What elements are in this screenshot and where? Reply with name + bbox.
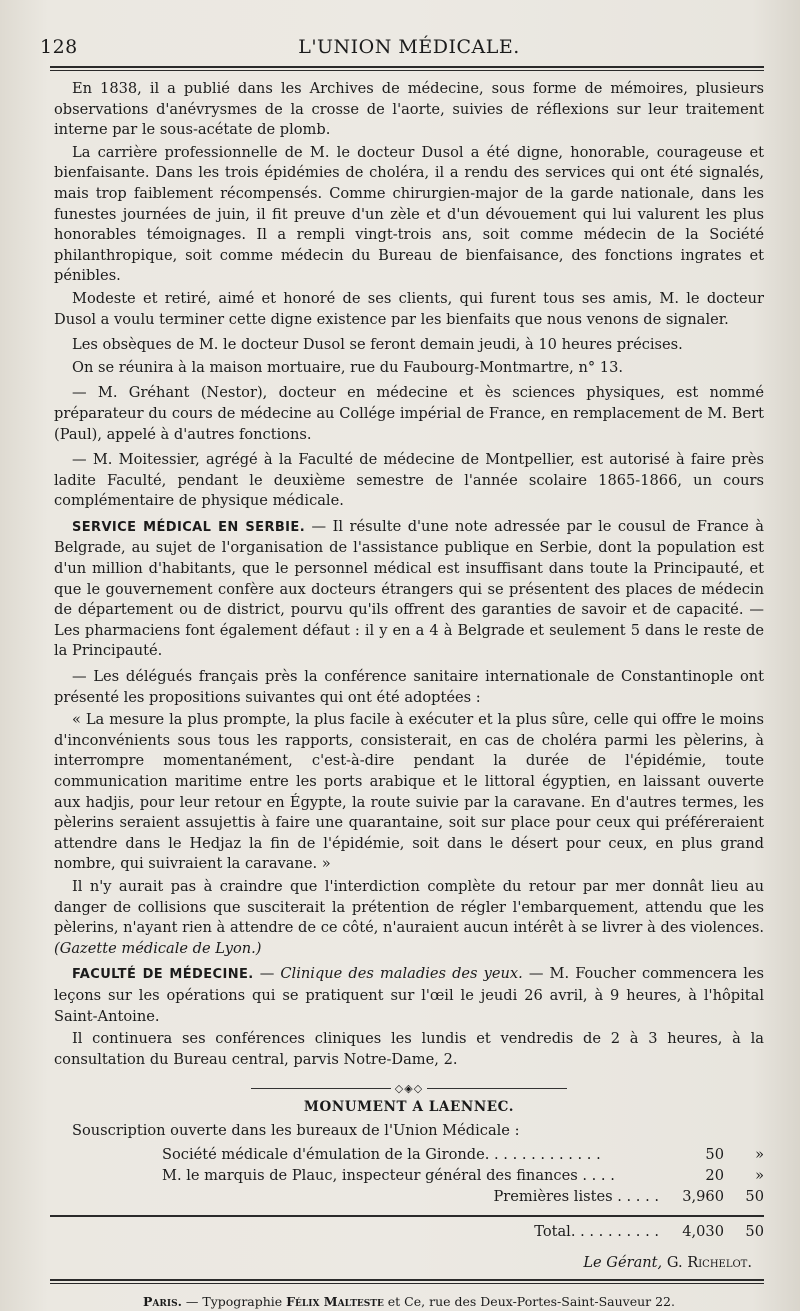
citation: (Gazette médicale de Lyon.) <box>54 939 262 957</box>
paragraph-faculty <box>54 964 764 1027</box>
signature <box>54 1254 752 1271</box>
paragraph-grehant: — M. Gréhant (Nestor), docteur en médecine et ès sciences physiques, est nommé préparateur du cours de médecine au Collége impérial de France, en remplacement de M. Bert (Paul), appelé à d'autres fonctions. <box>54 384 764 443</box>
page-header <box>40 30 764 60</box>
paragraph-career: La carrière professionnelle de M. le docteur Dusol a été digne, honorable, courageuse et bienfaisante. Dans les trois épidémies de choléra, il a rendu des services qui ont été signalés, mais trop faiblement récompensés. Comme chirurgien-major de la garde nationale, dans les funestes journées de juin, il fit preuve d'un zèle et d'un dévouement qui lui valurent les plus honorables témoignages. Il a rempli vingt-trois ans, soit comme médecin de la Société philanthropique, soit comme médecin du Bureau de bienfaisance, des fonctions ingrates et pénibles. <box>54 143 764 285</box>
signature-name: G. Richelot. <box>666 1253 752 1271</box>
page-number: 128 <box>40 36 78 58</box>
total-unit: 50 <box>745 1222 764 1240</box>
article-body <box>54 79 764 1070</box>
subscription-unit: 50 <box>745 1187 764 1205</box>
printer-imprint <box>54 1294 764 1309</box>
ornament-line-left <box>251 1088 391 1089</box>
header-rule-thin <box>50 70 764 71</box>
paragraph-aneurysm: En 1838, il a publié dans les Archives de médecine, sous forme de mémoires, plusieurs observations d'anévrysmes de la crosse de l'aorte, suivies de réflexions sur leur traitement interne par le sous-acétate de plomb. <box>54 80 764 139</box>
subscription-row <box>54 1186 764 1207</box>
subscription-row <box>54 1144 764 1165</box>
total-label: Total. . . . . . . . . . <box>534 1222 659 1240</box>
header-rule <box>50 66 764 68</box>
paragraph-interdiction-text: Il n'y aurait pas à craindre que l'interdiction complète du retour par mer donnât lieu au danger de collisions que susciterait la prétention de régler l'embarquement, attendu que les pèlerins, n'ayant rien à attendre de ce côté, n'auraient aucun intérêt à se livrer à des violences. <box>54 877 764 937</box>
imprint-address: et Ce, rue des Deux-Portes-Saint-Sauveur 22. <box>383 1293 675 1309</box>
imprint-printer: Félix Malteste <box>286 1293 384 1309</box>
ornament-icon: ◇◈◇ <box>394 1082 424 1096</box>
journal-title: L'UNION MÉDICALE. <box>298 36 520 58</box>
subscription-amount: 3,960 <box>682 1187 724 1205</box>
paragraph-modest: Modeste et retiré, aimé et honoré de ses clients, qui furent tous ses amis, M. le docteur Dusol a voulu terminer cette digne existence par les bienfaits que nous venons de signaler. <box>54 289 764 328</box>
subscription-row <box>54 1165 764 1186</box>
paragraph-quote: « La mesure la plus prompte, la plus facile à exécuter et la plus sûre, celle qui offre le moins d'inconvénients sous tous les rapports, consisterait, en cas de choléra parmi les pèlerins, à interrompre momentanément, c'est-à-dire pendant la durée de l'épidémie, toute communication maritime entre les ports arabique et le littoral égyptien, en laissant ouverte aux hadjis, pour leur retour en Égypte, la route suivie par la caravane. En d'autres termes, les pèlerins seraient assujettis à faire une quarantaine, soit sur place pour ceux qui préféreraient attendre dans le Hedjaz la fin de l'épidémie, soit dans le désert pour ceux, en plus grand nombre, qui suivraient la caravane. » <box>54 711 764 873</box>
paragraph-serbia-text: — Il résulte d'une note adressée par le cousul de France à Belgrade, au sujet de l'organisation de l'assistance publique en Serbie, dont la population est d'un million d'habitants, que le personnel médical est insuffisant dans toute la Principauté, et que le gouvernement confère aux docteurs étrangers qui se présentent des places de médecin de département ou de district, pourvu qu'ils offrent des garanties de savoir et de capacité. — Les pharmaciens font également défaut : il y en a 4 à Belgrade et seulement 5 dans le reste de la Principauté. <box>54 517 764 660</box>
paragraph-conferences: Il continuera ses conférences cliniques les lundis et vendredis de 2 à 3 heures, à la consultation du Bureau central, parvis Notre-Dame, 2. <box>54 1030 764 1068</box>
total-rule <box>50 1215 764 1217</box>
subscription-label: Société médicale d'émulation de la Gironde. . . . . . . . . . . . . <box>162 1145 601 1163</box>
section-ornament <box>54 1082 764 1095</box>
paragraph-meeting-place: On se réunira à la maison mortuaire, rue du Faubourg-Montmartre, n° 13. <box>72 358 623 376</box>
paragraph-serbia <box>54 517 764 662</box>
section-heading-faculty: FACULTÉ DE MÉDECINE. <box>72 967 254 983</box>
paragraph-funeral: Les obsèques de M. le docteur Dusol se feront demain jeudi, à 10 heures précises. <box>72 336 683 354</box>
subscription-amount: 20 <box>705 1166 724 1184</box>
paragraph-interdiction <box>54 877 764 959</box>
clinic-title: Clinique des maladies des yeux. <box>280 965 523 983</box>
imprint-city: Paris. <box>143 1293 182 1309</box>
monument-intro: Souscription ouverte dans les bureaux de l'Union Médicale : <box>72 1122 520 1140</box>
subscription-label: Premières listes . . . . . <box>493 1187 659 1205</box>
total-amount: 4,030 <box>682 1222 724 1240</box>
paragraph-moitessier: — M. Moitessier, agrégé à la Faculté de médecine de Montpellier, est autorisé à faire près ladite Faculté, pendant le deuxième semestre de l'année scolaire 1865-1866, un cours complémentaire de physique médicale. <box>54 451 764 510</box>
subscription-total-row <box>54 1221 764 1242</box>
faculty-separator: — <box>253 965 281 983</box>
subscription-unit: » <box>755 1145 764 1163</box>
ornament-line-right <box>427 1088 567 1089</box>
subscription-amount: 50 <box>705 1145 724 1163</box>
subscription-list <box>54 1144 764 1242</box>
imprint-text: — Typographie <box>181 1293 287 1309</box>
paragraph-faculty-text: — M. Foucher commencera les leçons sur les opérations qui se pratiquent sur l'œil le jeudi 26 avril, à 9 heures, à l'hôpital Saint-Antoine. <box>54 965 765 1025</box>
subscription-label: M. le marquis de Plauc, inspecteur général des finances . . . . <box>162 1166 615 1184</box>
signature-label: Le Gérant, <box>583 1253 663 1271</box>
monument-intro-block <box>54 1121 764 1142</box>
footer-rule <box>50 1279 764 1281</box>
footer-rule-thin <box>50 1283 764 1284</box>
subscription-unit: » <box>755 1166 764 1184</box>
monument-title: MONUMENT A LAENNEC. <box>303 1099 515 1116</box>
paragraph-delegates: — Les délégués français près la conférence sanitaire internationale de Constantinople ont présenté les propositions suivantes qui ont été adoptées : <box>54 668 764 706</box>
section-heading-serbia: SERVICE MÉDICAL EN SERBIE. <box>72 519 306 535</box>
